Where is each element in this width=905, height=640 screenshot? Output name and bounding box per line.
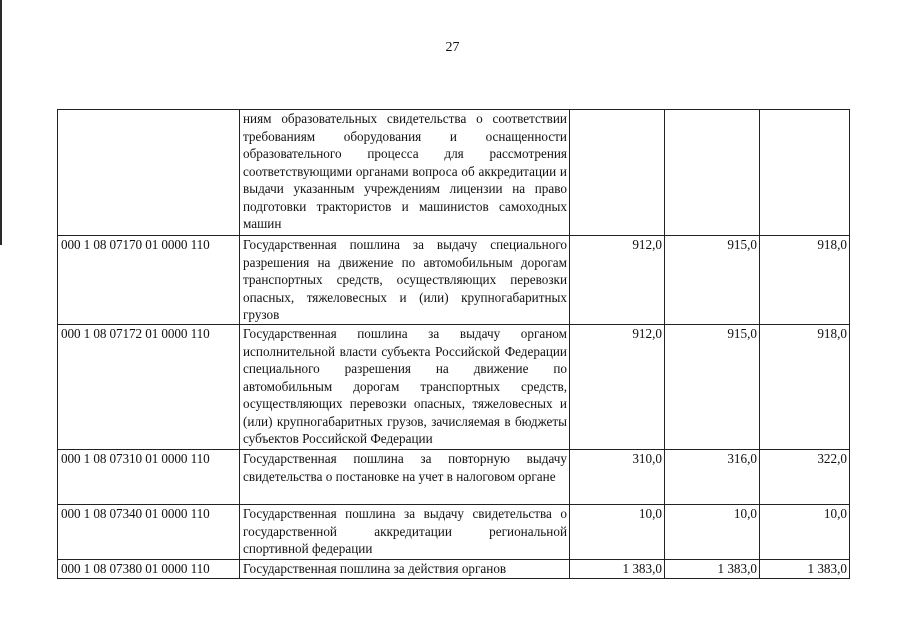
- row-code: [58, 110, 240, 236]
- table-row: [58, 450, 850, 505]
- revenue-table: [57, 109, 850, 579]
- row-code: 000 1 08 07172 01 0000 110: [58, 325, 240, 450]
- table-row: [58, 560, 850, 579]
- row-name: Государственная пошлина за выдачу свидетельства о государственной аккредитации региональной спортивной федерации: [240, 505, 570, 560]
- row-value-year2: 915,0: [665, 325, 760, 450]
- row-value-year1: 1 383,0: [570, 560, 665, 579]
- row-value-year2: 915,0: [665, 236, 760, 325]
- row-value-year1: 912,0: [570, 236, 665, 325]
- row-name: Государственная пошлина за повторную выдачу свидетельства о постановке на учет в налоговом органе: [240, 450, 570, 505]
- row-value-year2: 316,0: [665, 450, 760, 505]
- row-code: 000 1 08 07170 01 0000 110: [58, 236, 240, 325]
- row-value-year2: [665, 110, 760, 236]
- row-value-year2: 1 383,0: [665, 560, 760, 579]
- row-value-year2: 10,0: [665, 505, 760, 560]
- row-name: Государственная пошлина за выдачу специального разрешения на движение по автомобильным дорогам транспортных средств, осуществляющих перевозки опасных, тяжеловесных и (или) крупногабаритных грузов: [240, 236, 570, 325]
- row-name: Государственная пошлина за действия органов: [240, 560, 570, 579]
- row-value-year3: 322,0: [760, 450, 850, 505]
- row-code: 000 1 08 07380 01 0000 110: [58, 560, 240, 579]
- row-value-year3: 918,0: [760, 325, 850, 450]
- row-code: 000 1 08 07340 01 0000 110: [58, 505, 240, 560]
- row-value-year3: 10,0: [760, 505, 850, 560]
- row-name: ниям образовательных свидетельства о соответствии требованиям оборудования и оснащенности образовательного процесса для рассмотрения соответствующими органами вопроса об аккредитации и выдачи указанным учреждениям лицензии на право подготовки трактористов и машинистов самоходных машин: [240, 110, 570, 236]
- table-row: [58, 325, 850, 450]
- row-value-year1: [570, 110, 665, 236]
- row-value-year3: [760, 110, 850, 236]
- table-row: [58, 110, 850, 236]
- table-row: [58, 236, 850, 325]
- row-value-year3: 1 383,0: [760, 560, 850, 579]
- scan-edge-mark: [0, 0, 2, 245]
- row-value-year3: 918,0: [760, 236, 850, 325]
- table-row: [58, 505, 850, 560]
- row-value-year1: 912,0: [570, 325, 665, 450]
- row-code: 000 1 08 07310 01 0000 110: [58, 450, 240, 505]
- row-value-year1: 310,0: [570, 450, 665, 505]
- page-number: 27: [445, 40, 460, 55]
- row-name: Государственная пошлина за выдачу органом исполнительной власти субъекта Российской Федерации специального разрешения на движение по автомобильным дорогам транспортных средств, осуществляющих перевозки опасных, тяжеловесных и (или) крупногабаритных грузов, зачисляемая в бюджеты субъектов Российской Федерации: [240, 325, 570, 450]
- row-value-year1: 10,0: [570, 505, 665, 560]
